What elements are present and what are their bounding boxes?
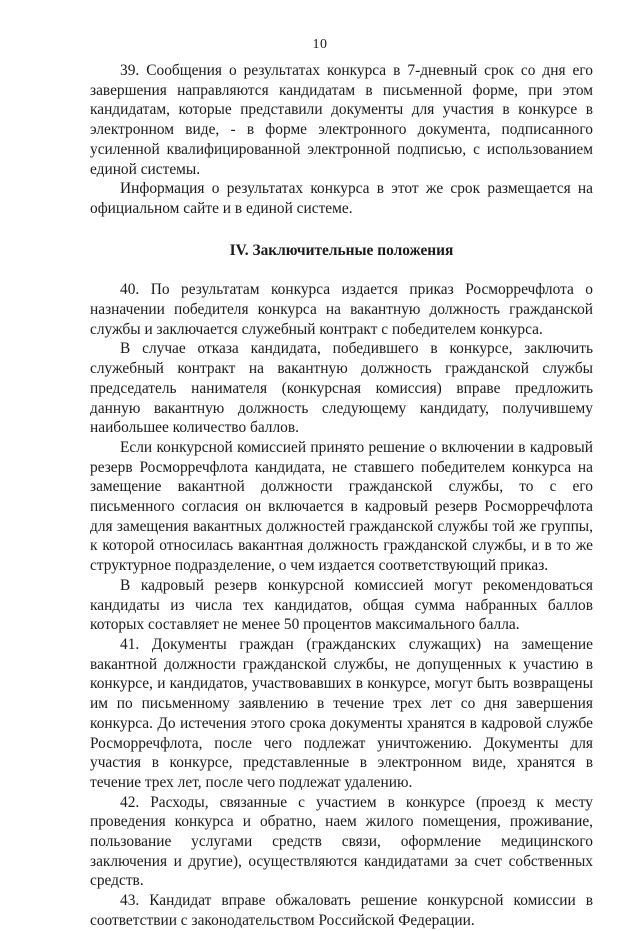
paragraph-40-refusal: В случае отказа кандидата, победившего в конкурсе, заключить служебный контракт на вакантную должность гражданской службы председатель нанимателя (конкурсная комиссия) вправе предложить данную вакантную должность следующему кандидату, получившему наибольшее количество баллов. (90, 340, 593, 437)
paragraph-39: 39. Сообщения о результатах конкурса в 7-дневный срок со дня его завершения направляются кандидатам в письменной форме, при этом кандидатам, которые представили документы для участия в конкурсе в электронном виде, - в форме электронного документа, подписанного усиленной квалифицированной электронной подписью, с использованием единой системы. (90, 62, 593, 178)
document-body (90, 61, 593, 931)
paragraph-40: 40. По результатам конкурса издается приказ Росморречфлота о назначении победителя конкурса на вакантную должность гражданской службы и заключается служебный контракт с победителем конкурса. (90, 281, 593, 338)
page-number: 10 (312, 37, 328, 52)
paragraph-43: 43. Кандидат вправе обжаловать решение конкурсной комиссии в соответствии с законодательством Российской Федерации. (90, 892, 593, 929)
paragraph-40-recommend: В кадровый резерв конкурсной комиссией могут рекомендоваться кандидаты из числа тех кандидатов, общая сумма набранных баллов которых составляет не менее 50 процентов максимального балла. (90, 576, 593, 634)
paragraph-39-info: Информация о результатах конкурса в этот же срок размещается на официальном сайте и в единой системе. (90, 180, 593, 217)
section-heading: IV. Заключительные положения (229, 241, 454, 259)
paragraph-41: 41. Документы граждан (гражданских служащих) на замещение вакантной должности гражданской службы, не допущенных к участию в конкурсе, и кандидатов, участвовавших в конкурсе, могут быть возвращены им по письменному заявлению в течение трех лет со дня завершения конкурса. До истечения этого срока документы хранятся в кадровой службе Росморречфлота, после чего подлежат уничтожению. Документы для участия в конкурсе, представленные в электронном виде, хранятся в течение трех лет, после чего подлежат удалению. (90, 635, 593, 791)
paragraph-40-reserve: Если конкурсной комиссией принято решение о включении в кадровый резерв Росморречфлота кандидата, не ставшего победителем конкурса на замещение вакантной должности гражданской службы, то с его письменного согласия он включается в кадровый резерв Росморречфлота для замещения вакантных должностей гражданской службы той же группы, к которой относилась вакантная должность гражданской службы, и в то же структурное подразделение, о чем издается соответствующий приказ. (90, 438, 593, 575)
paragraph-42: 42. Расходы, связанные с участием в конкурсе (проезд к месту проведения конкурса и обратно, наем жилого помещения, проживание, пользование услугами средств связи, оформление медицинского заключения и другие), осуществляются кандидатами за счет собственных средств. (90, 793, 593, 890)
